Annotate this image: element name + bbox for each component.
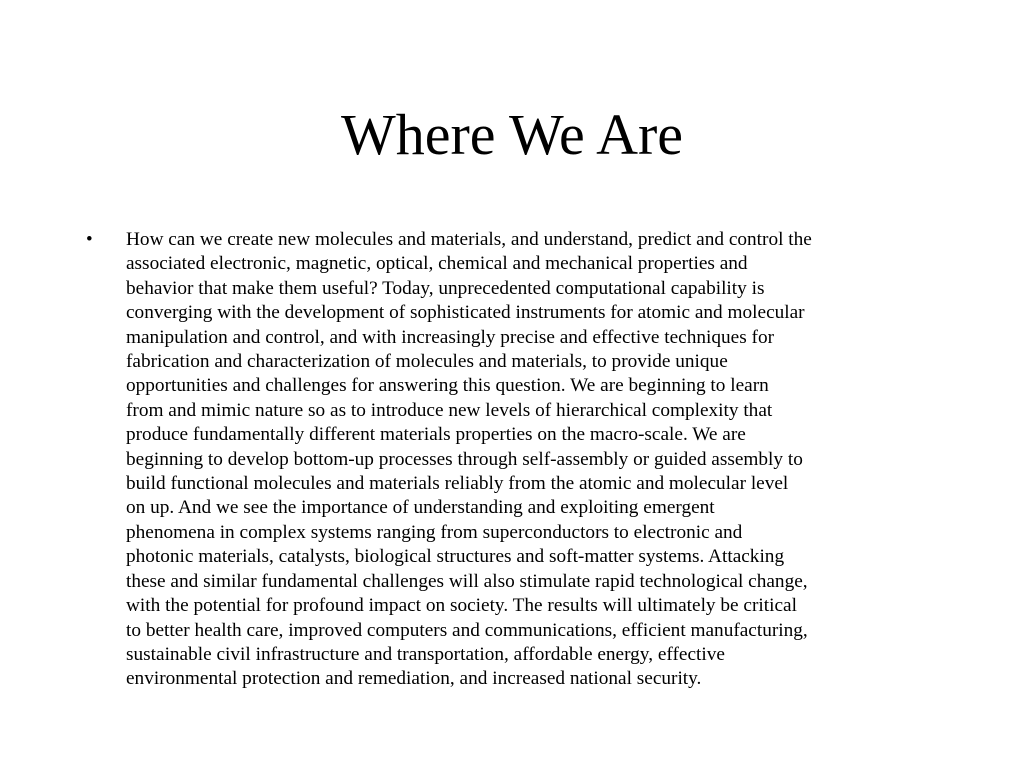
slide-title: Where We Are — [340, 102, 684, 167]
bullet-item — [86, 228, 946, 692]
bullet-list — [86, 228, 946, 692]
bullet-marker: • — [86, 229, 93, 250]
bullet-text: How can we create new molecules and materials, and understand, predict and control the associated electronic, magnetic, optical, chemical and mechanical properties and behavior that make them useful? Today, unprecedented computational capability is converging with the development of sophisticated instruments for atomic and molecular manipulation and control, and with increasingly precise and effective techniques for fabrication and characterization of molecules and materials, to provide unique opportunities and challenges for answering this question. We are beginning to learn from and mimic nature so as to introduce new levels of hierarchical complexity that produce fundamentally different materials properties on the macro-scale. We are beginning to develop bottom-up processes through self-assembly or guided assembly to build functional molecules and materials reliably from the atomic and molecular level on up. And we see the importance of understanding and exploiting emergent phenomena in complex systems ranging from superconductors to electronic and photonic materials, catalysts, biological structures and soft-matter systems. Attacking these and similar fundamental challenges will also stimulate rapid technological change, with the potential for profound impact on society. The results will ultimately be critical to better health care, improved computers and communications, efficient manufacturing, sustainable civil infrastructure and transportation, affordable energy, effective environmental protection and remediation, and increased national security. — [126, 229, 812, 690]
